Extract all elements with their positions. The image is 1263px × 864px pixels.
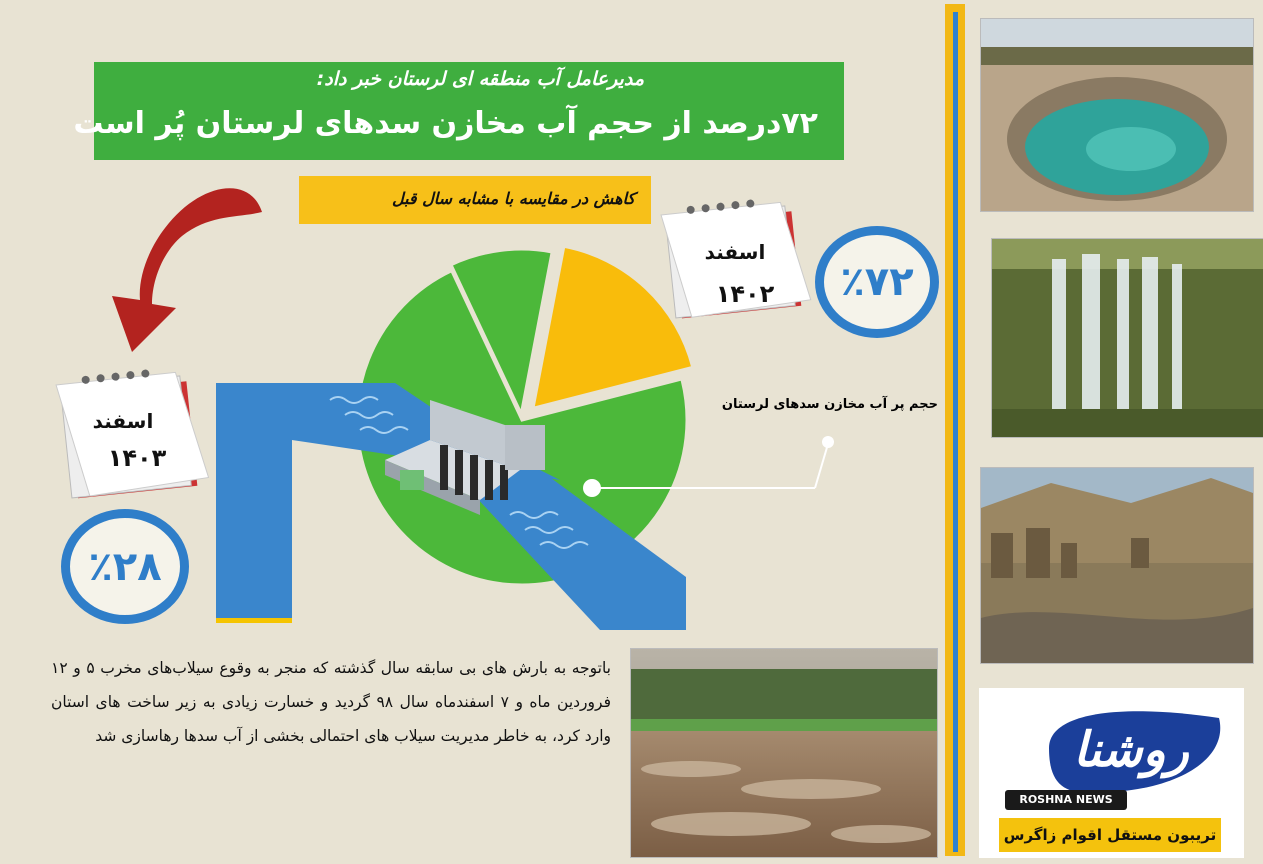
calendar-month-1402: اسفند <box>704 240 766 264</box>
headline-title: ۷۲درصد از حجم آب مخازن سدهای لرستان پُر است <box>73 106 818 141</box>
bridge-photo <box>980 467 1254 664</box>
spring-photo <box>980 18 1254 212</box>
divider-inner <box>953 12 958 852</box>
calendar-year-1403: ۱۴۰۳ <box>107 444 167 472</box>
pie-pointer-end-dot <box>822 436 834 448</box>
red-arrow-icon <box>112 188 262 352</box>
logo-wordmark: روشنا <box>1073 722 1189 778</box>
waterfall-photo <box>991 238 1263 438</box>
percent-current-badge: ٪۷۲ <box>815 226 939 338</box>
percent-decrease-badge: ٪۲۸ <box>61 509 189 624</box>
logo-english-name: ROSHNA NEWS <box>1005 790 1127 810</box>
roshna-logo <box>979 688 1244 858</box>
body-paragraph: باتوجه به بارش های بی سابقه سال گذشته که منجر به وقوع سیلاب‌های مخرب ۵ و ۱۲ فروردین ماه و ۷ اسفندماه سال ۹۸ گردید و خسارت زیادی به زیر ساخت های استان وارد کرد، به خاطر مدیریت سیلاب های احتمالی بخشی از آب سدها رهاسازی شد <box>51 659 611 745</box>
calendar-month-1403: اسفند <box>92 409 154 433</box>
subheader-label: کاهش در مقایسه با مشابه سال قبل <box>391 189 635 208</box>
logo-tagline: تریبون مستقل اقوام زاگرس <box>999 818 1221 852</box>
pie-pointer-dot <box>583 479 601 497</box>
flood-photo <box>630 648 938 858</box>
headline-subtitle: مدیرعامل آب منطقه ای لرستان خبر داد: <box>316 68 644 90</box>
pie-label: حجم پر آب مخازن سدهای لرستان <box>721 397 938 412</box>
calendar-year-1402: ۱۴۰۲ <box>715 280 775 308</box>
